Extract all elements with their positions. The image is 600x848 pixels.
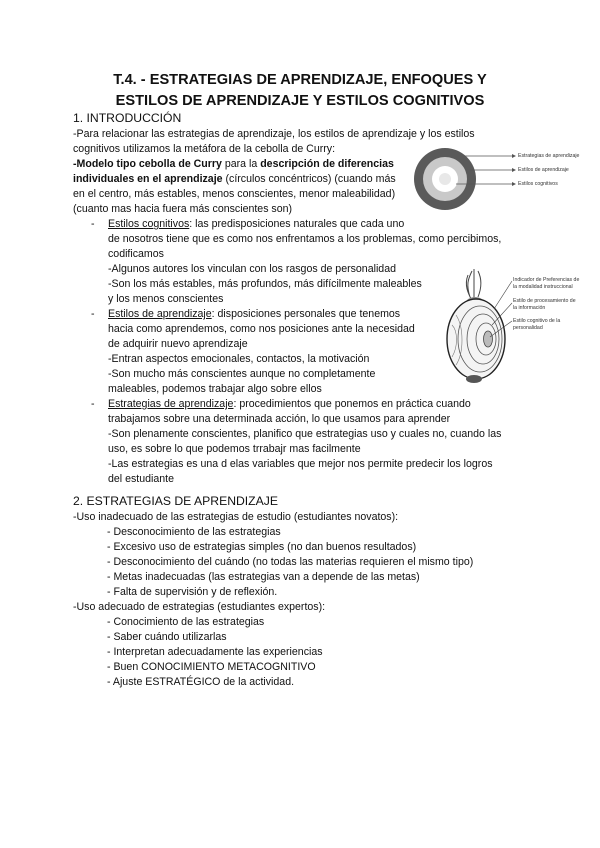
fig2-label-1a: Indicador de Preferencias de bbox=[513, 277, 580, 283]
fig2-label-2b: la información bbox=[513, 305, 546, 311]
cognitive-line-3: codificamos bbox=[108, 248, 164, 260]
fig2-label-3a: Estilo cognitivo de la bbox=[513, 318, 561, 324]
model-line-1 bbox=[73, 157, 394, 172]
bad-use-intro: -Uso inadecuado de las estrategias de estudio (estudiantes novatos): bbox=[73, 511, 399, 523]
learning-line-2: hacia como aprendemos, como nos posiciones ante la necesidad bbox=[108, 323, 415, 335]
bad-use-item: - Excesivo uso de estrategias simples (no dan buenos resultados) bbox=[107, 541, 417, 553]
cognitive-line-2: de nosotros tiene que es como nos enfrentamos a los problemas, como percibimos, bbox=[108, 233, 502, 245]
model-bold-3: individuales en el aprendizaje bbox=[73, 173, 223, 185]
strategies-line-5: -Las estrategias es una d elas variables que mejor nos permite predecir los logros bbox=[108, 458, 493, 470]
cognitive-line-6: y los menos conscientes bbox=[108, 293, 224, 305]
fig1-label: Estrategias de aprendizaje bbox=[518, 153, 580, 159]
good-use-item: - Ajuste ESTRATÉGICO de la actividad. bbox=[107, 676, 295, 688]
cognitive-def: : las predisposiciones naturales que cada uno bbox=[189, 218, 405, 230]
good-use-item: - Buen CONOCIMIENTO METACOGNITIVO bbox=[107, 661, 316, 673]
document-title bbox=[60, 70, 540, 112]
arrow-head-icon bbox=[512, 182, 516, 186]
model-bold-2: descripción de diferencias bbox=[260, 158, 394, 170]
fig2-label-2a: Estilo de procesamiento de bbox=[513, 298, 576, 304]
good-use-item: - Conocimiento de las estrategias bbox=[107, 616, 265, 628]
fig2-label-3b: personalidad bbox=[513, 325, 543, 331]
bad-use-item: - Desconocimiento de las estrategias bbox=[107, 526, 281, 538]
title-line-1: T.4. - ESTRATEGIAS DE APRENDIZAJE, ENFOQUES Y bbox=[113, 72, 487, 88]
good-use-item: - Saber cuándo utilizarlas bbox=[107, 631, 227, 643]
learning-line-3: de adquirir nuevo aprendizaje bbox=[108, 338, 248, 350]
model-line-4: (cuanto mas hacia fuera más conscientes son) bbox=[73, 203, 293, 215]
intro-line-1: -Para relacionar las estrategias de aprendizaje, los estilos de aprendizaje y los estilos bbox=[73, 128, 475, 140]
onion-base bbox=[466, 375, 482, 383]
fig1-label: Estilos de aprendizaje bbox=[518, 167, 569, 173]
strategies-def: : procedimientos que ponemos en práctica cuando bbox=[233, 398, 471, 410]
cognitive-line-5: -Son los más estables, más profundos, más difícilmente maleables bbox=[108, 278, 422, 290]
onion-roots bbox=[466, 269, 481, 301]
arrow-head-icon bbox=[512, 154, 516, 158]
bullet-strategies: - bbox=[91, 398, 95, 410]
fig2-label-1b: la modalidad instruccional bbox=[513, 284, 573, 290]
good-use-intro: -Uso adecuado de estrategias (estudiantes expertos): bbox=[73, 601, 326, 613]
intro-line-2: cognitivos utilizamos la metáfora de la cebolla de Curry: bbox=[73, 143, 336, 155]
learning-def: : disposiciones personales que tenemos bbox=[211, 308, 401, 320]
onion-illustration bbox=[444, 265, 514, 393]
section-2-heading: 2. ESTRATEGIAS DE APRENDIZAJE bbox=[73, 494, 278, 508]
strategies-line-2: trabajamos sobre una determinada acción, lo que usamos para aprender bbox=[108, 413, 451, 425]
strategies-line-3: -Son plenamente conscientes, planifico que estrategias uso y cuales no, cuando las bbox=[108, 428, 502, 440]
onion-core bbox=[484, 331, 493, 347]
section-1-heading: 1. INTRODUCCIÓN bbox=[73, 111, 182, 125]
learning-line-1 bbox=[108, 307, 400, 322]
model-normal-1: para la bbox=[221, 158, 261, 170]
bad-use-item: - Desconocimiento del cuándo (no todas las materias requieren el mismo tipo) bbox=[107, 556, 474, 568]
model-bold-1: -Modelo tipo cebolla de Curry bbox=[73, 158, 222, 170]
bullet-cognitive: - bbox=[91, 218, 95, 230]
pointer-line bbox=[494, 281, 512, 309]
strategies-line-1 bbox=[108, 397, 471, 412]
model-normal-2: (círculos concéntricos) (cuando más bbox=[222, 173, 396, 185]
good-use-item: - Interpretan adecuadamente las experiencias bbox=[107, 646, 323, 658]
learning-line-6: maleables, podemos trabajar algo sobre ellos bbox=[108, 383, 322, 395]
bad-use-item: - Metas inadecuadas (las estrategias van a depende de las metas) bbox=[107, 571, 420, 583]
learning-line-5: -Son mucho más conscientes aunque no completamente bbox=[108, 368, 376, 380]
fig1-label: Estilos cognitivos bbox=[518, 181, 558, 187]
title-line-2: ESTILOS DE APRENDIZAJE Y ESTILOS COGNITIVOS bbox=[115, 93, 485, 109]
cognitive-line-4: -Algunos autores los vinculan con los rasgos de personalidad bbox=[108, 263, 396, 275]
strategies-line-4: uso, es sobre lo que podemos trrabajr mas facilmente bbox=[108, 443, 361, 455]
bad-use-item: - Falta de supervisión y de reflexión. bbox=[107, 586, 278, 598]
cognitive-term: Estilos cognitivos bbox=[108, 218, 190, 230]
learning-term: Estilos de aprendizaje bbox=[108, 308, 212, 320]
center-dot bbox=[439, 173, 451, 185]
cognitive-line-1 bbox=[108, 217, 404, 232]
strategies-term: Estrategias de aprendizaje bbox=[108, 398, 234, 410]
model-line-3: en el centro, más estables, menos conscientes, menor maleabilidad) bbox=[73, 188, 396, 200]
model-line-2 bbox=[73, 172, 396, 187]
arrow-head-icon bbox=[512, 168, 516, 172]
bullet-learning: - bbox=[91, 308, 95, 320]
learning-line-4: -Entran aspectos emocionales, contactos, la motivación bbox=[108, 353, 370, 365]
strategies-line-6: del estudiante bbox=[108, 473, 174, 485]
